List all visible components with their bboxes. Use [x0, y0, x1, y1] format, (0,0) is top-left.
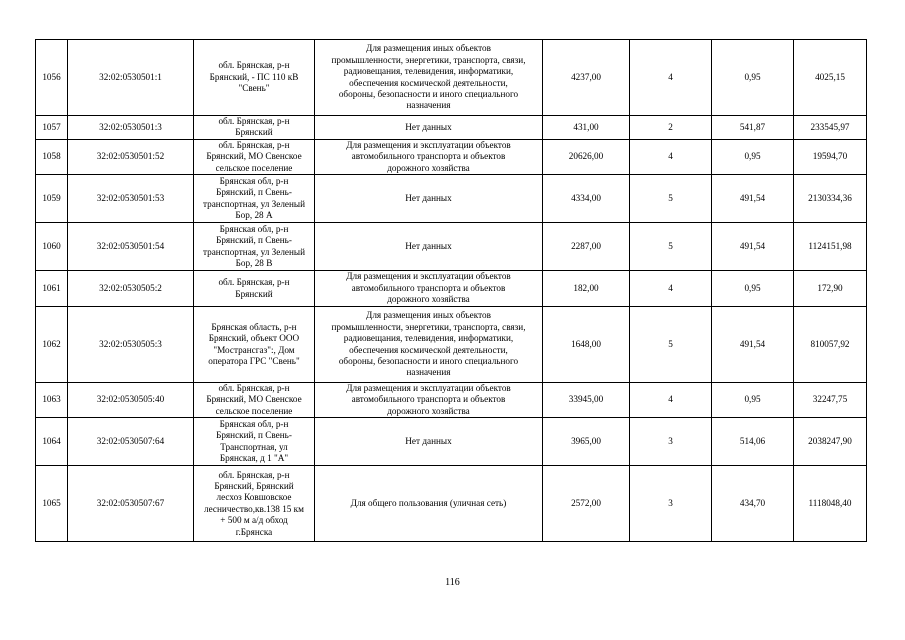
group-cell: 3	[630, 418, 712, 466]
land-register-table	[35, 39, 867, 542]
row-number: 1063	[36, 383, 68, 418]
rate-cell: 0,95	[712, 383, 794, 418]
rate-cell: 434,70	[712, 466, 794, 542]
area-cell: 431,00	[543, 116, 630, 140]
rate-cell: 0,95	[712, 139, 794, 174]
row-number: 1056	[36, 40, 68, 116]
cadastral-value-cell: 19594,70	[794, 139, 867, 174]
rate-cell: 491,54	[712, 175, 794, 223]
table-row	[36, 223, 867, 271]
cadastral-value-cell: 32247,75	[794, 383, 867, 418]
row-number: 1065	[36, 466, 68, 542]
rate-cell: 541,87	[712, 116, 794, 140]
table-row	[36, 40, 867, 116]
table-row	[36, 418, 867, 466]
row-number: 1057	[36, 116, 68, 140]
area-cell: 2572,00	[543, 466, 630, 542]
row-number: 1062	[36, 307, 68, 383]
row-number: 1064	[36, 418, 68, 466]
permitted-use-cell: Для размещения и эксплуатации объектов автомобильного транспорта и объектов дорожного хозяйства	[315, 271, 543, 307]
cadastral-value-cell: 2130334,36	[794, 175, 867, 223]
permitted-use-cell: Нет данных	[315, 223, 543, 271]
address-cell: обл. Брянская, р-н Брянский	[194, 271, 315, 307]
area-cell: 33945,00	[543, 383, 630, 418]
row-number: 1060	[36, 223, 68, 271]
area-cell: 4237,00	[543, 40, 630, 116]
row-number: 1061	[36, 271, 68, 307]
cadastral-value-cell: 172,90	[794, 271, 867, 307]
permitted-use-cell: Нет данных	[315, 418, 543, 466]
cadastral-number: 32:02:0530501:53	[68, 175, 194, 223]
address-cell: Брянская обл, р-н Брянский, п Свень- транспортная, ул Зеленый Бор, 28 А	[194, 175, 315, 223]
permitted-use-cell: Для размещения и эксплуатации объектов автомобильного транспорта и объектов дорожного хозяйства	[315, 139, 543, 174]
address-cell: обл. Брянская, р-н Брянский, - ПС 110 кВ "Свень"	[194, 40, 315, 116]
address-cell: обл. Брянская, р-н Брянский	[194, 116, 315, 140]
rate-cell: 0,95	[712, 271, 794, 307]
group-cell: 4	[630, 40, 712, 116]
permitted-use-cell: Для размещения и эксплуатации объектов автомобильного транспорта и объектов дорожного хозяйства	[315, 383, 543, 418]
table-row	[36, 466, 867, 542]
cadastral-number: 32:02:0530501:3	[68, 116, 194, 140]
table-row	[36, 271, 867, 307]
cadastral-value-cell: 1124151,98	[794, 223, 867, 271]
cadastral-number: 32:02:0530501:1	[68, 40, 194, 116]
address-cell: Брянская обл, р-н Брянский, п Свень- Транспортная, ул Брянская, д 1 "А"	[194, 418, 315, 466]
cadastral-number: 32:02:0530505:3	[68, 307, 194, 383]
area-cell: 20626,00	[543, 139, 630, 174]
table-row	[36, 307, 867, 383]
cadastral-number: 32:02:0530505:40	[68, 383, 194, 418]
address-cell: обл. Брянская, р-н Брянский, МО Свенское сельское поселение	[194, 383, 315, 418]
group-cell: 4	[630, 271, 712, 307]
group-cell: 4	[630, 139, 712, 174]
permitted-use-cell: Нет данных	[315, 116, 543, 140]
cadastral-value-cell: 233545,97	[794, 116, 867, 140]
permitted-use-cell: Для размещения иных объектов промышленности, энергетики, транспорта, связи, радиовещания, телевидения, информатики, обеспечения космической деятельности, обороны, безопасности и иного специального назначения	[315, 40, 543, 116]
permitted-use-cell: Для размещения иных объектов промышленности, энергетики, транспорта, связи, радиовещания, телевидения, информатики, обеспечения космической деятельности, обороны, безопасности и иного специального назначения	[315, 307, 543, 383]
address-cell: обл. Брянская, р-н Брянский, МО Свенское сельское поселение	[194, 139, 315, 174]
page-number: 116	[445, 577, 460, 588]
address-cell: обл. Брянская, р-н Брянский, Брянский лесхоз Ковшовское лесничество,кв.138 15 км + 500 м а/д обход г.Брянска	[194, 466, 315, 542]
row-number: 1059	[36, 175, 68, 223]
table-row	[36, 175, 867, 223]
cadastral-value-cell: 2038247,90	[794, 418, 867, 466]
table-row	[36, 383, 867, 418]
cadastral-number: 32:02:0530501:54	[68, 223, 194, 271]
cadastral-number: 32:02:0530507:67	[68, 466, 194, 542]
rate-cell: 491,54	[712, 307, 794, 383]
rate-cell: 0,95	[712, 40, 794, 116]
area-cell: 2287,00	[543, 223, 630, 271]
cadastral-number: 32:02:0530505:2	[68, 271, 194, 307]
cadastral-value-cell: 4025,15	[794, 40, 867, 116]
table-row	[36, 116, 867, 140]
cadastral-number: 32:02:0530507:64	[68, 418, 194, 466]
table-row	[36, 139, 867, 174]
rate-cell: 491,54	[712, 223, 794, 271]
cadastral-number: 32:02:0530501:52	[68, 139, 194, 174]
address-cell: Брянская обл, р-н Брянский, п Свень- транспортная, ул Зеленый Бор, 28 В	[194, 223, 315, 271]
area-cell: 182,00	[543, 271, 630, 307]
rate-cell: 514,06	[712, 418, 794, 466]
area-cell: 3965,00	[543, 418, 630, 466]
address-cell: Брянская область, р-н Брянский, объект ООО "Мострансгаз":, Дом оператора ГРС "Свень"	[194, 307, 315, 383]
cadastral-value-cell: 810057,92	[794, 307, 867, 383]
row-number: 1058	[36, 139, 68, 174]
group-cell: 5	[630, 175, 712, 223]
area-cell: 4334,00	[543, 175, 630, 223]
group-cell: 3	[630, 466, 712, 542]
area-cell: 1648,00	[543, 307, 630, 383]
group-cell: 5	[630, 223, 712, 271]
permitted-use-cell: Нет данных	[315, 175, 543, 223]
group-cell: 4	[630, 383, 712, 418]
group-cell: 2	[630, 116, 712, 140]
group-cell: 5	[630, 307, 712, 383]
permitted-use-cell: Для общего пользования (уличная сеть)	[315, 466, 543, 542]
cadastral-value-cell: 1118048,40	[794, 466, 867, 542]
